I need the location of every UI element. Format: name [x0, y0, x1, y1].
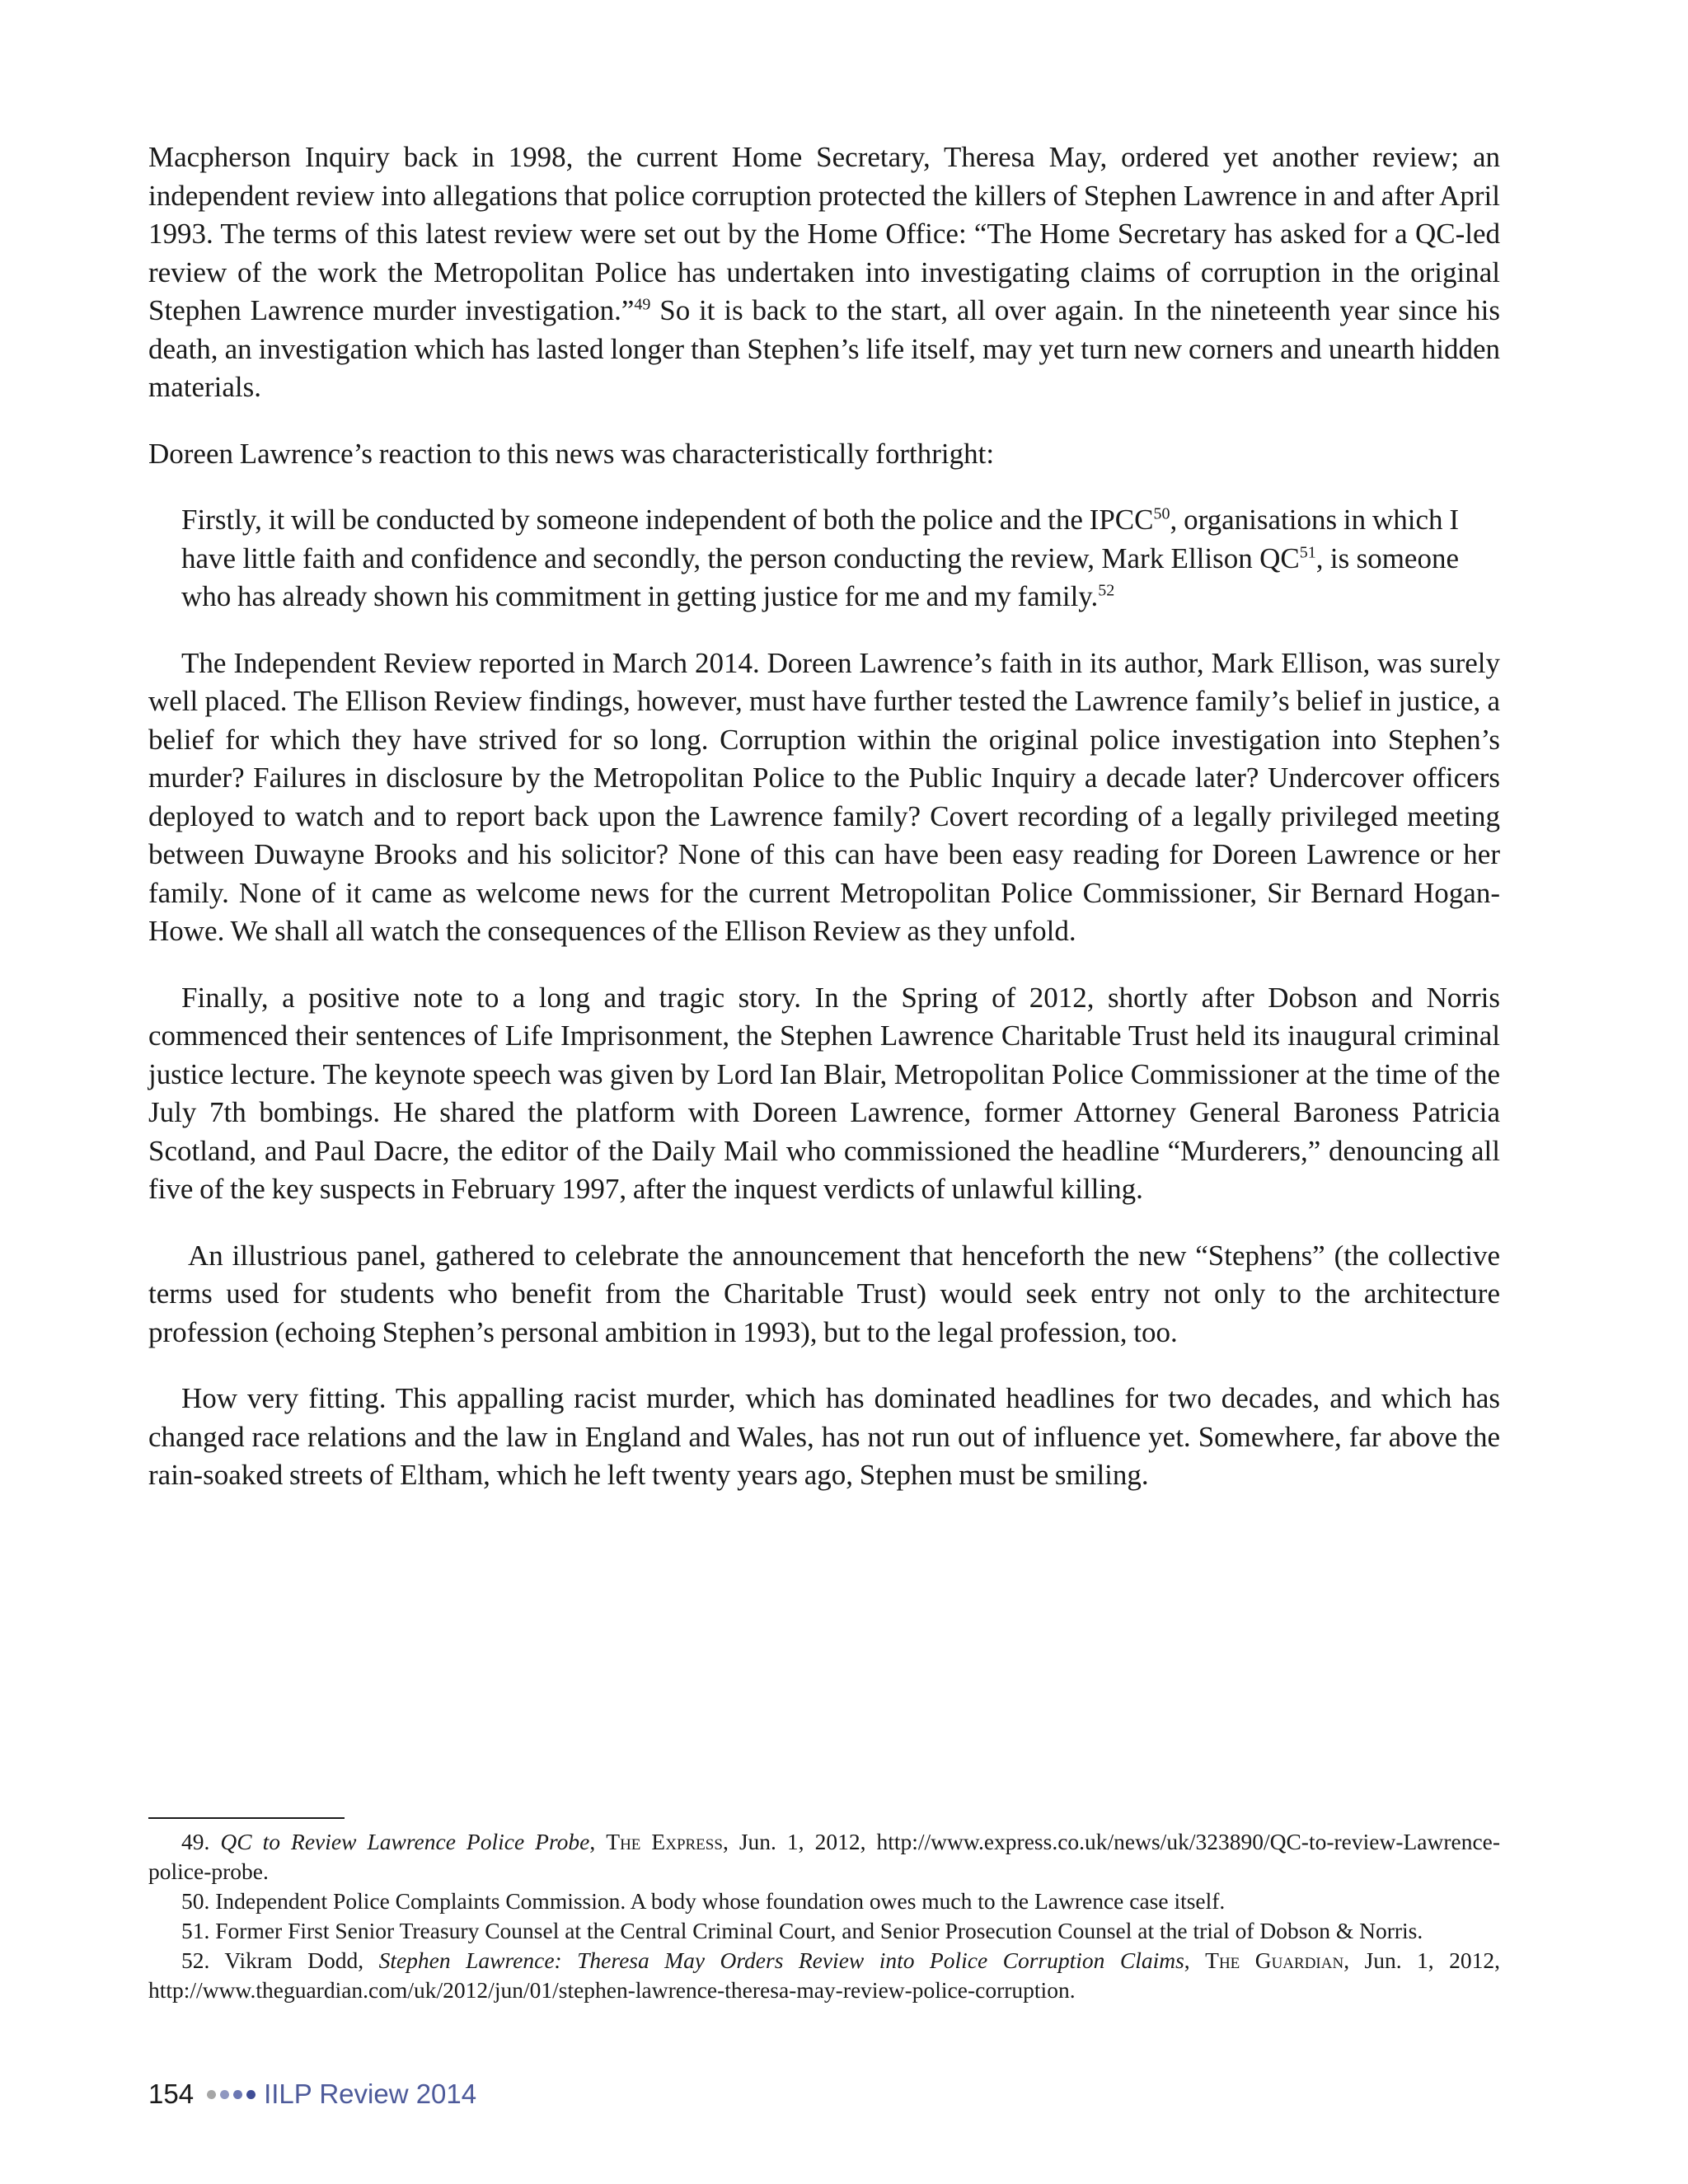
footnote-ref-49[interactable]: 49	[634, 295, 651, 314]
paragraph-5: An illustrious panel, gathered to celebrate the announcement that henceforth the new “Stephens” (the collective terms used for students who benefit from the Charitable Trust) would seek entry not only to the architecture profession (echoing Stephen’s personal ambition in 1993), but to the legal profession, too.	[148, 1239, 1500, 1348]
footnote-49-number: 49.	[181, 1829, 210, 1854]
paragraph-2: Doreen Lawrence’s reaction to this news was characteristically forthright:	[148, 437, 995, 470]
page-footer	[148, 2079, 476, 2110]
page-body	[148, 138, 1500, 1523]
quote-part-b: , organisations in which I have little faith and confidence and secondly, the person conducting the review, Mark Ellison QC	[181, 504, 1459, 574]
dot-icon-2	[220, 2090, 229, 2099]
footnote-52: 52. Vikram Dodd, Stephen Lawrence: Theresa May Orders Review into Police Corruption Claims, The Guardian, Jun. 1, 2012, http://www.theguardian.com/uk/2012/jun/01/stephen-lawrence-theresa-may-review-police-corruption.	[148, 1947, 1501, 2003]
footnote-ref-52[interactable]: 52	[1098, 581, 1115, 600]
footnote-51: 51. Former First Senior Treasury Counsel at the Central Criminal Court, and Senior Prosecution Counsel at the trial of Dobson & Norris.	[181, 1918, 1423, 1943]
footnote-49-link[interactable]: , Jun. 1, 2012, http://www.express.co.uk/news/uk/323890/QC-to-review-Lawrence-police-probe.	[148, 1829, 1501, 1884]
quote-part-a: Firstly, it will be conducted by someone independent of both the police and the IPCC	[181, 504, 1154, 536]
footnote-50: 50. Independent Police Complaints Commission. A body whose foundation owes much to the Lawrence case itself.	[181, 1888, 1226, 1914]
footnote-ref-50[interactable]: 50	[1153, 504, 1170, 523]
page-number: 154	[148, 2079, 195, 2109]
decorative-dots-icon	[207, 2090, 256, 2099]
journal-name: IILP Review 2014	[264, 2079, 477, 2109]
paragraph-1-tail: So it is back to the start, all over again. In the nineteenth year since his death, an investigation which has lasted longer than Stephen’s life itself, may yet turn new corners and unearth hidden materials.	[148, 294, 1500, 403]
footnote-52-publication: The Guardian	[1205, 1947, 1344, 1973]
paragraph-1	[148, 138, 1500, 407]
footnote-52-author: 52. Vikram Dodd,	[181, 1947, 379, 1973]
footnote-ref-51[interactable]: 51	[1299, 542, 1316, 561]
dot-icon-3	[233, 2090, 242, 2099]
quote-part-c: , is someone who has already shown his commitment in getting justice for me and my family.	[181, 541, 1459, 612]
footnote-49-title: QC to Review Lawrence Police Probe	[220, 1829, 590, 1854]
paragraph-3: The Independent Review reported in March 2014. Doreen Lawrence’s faith in its author, Mark Ellison, was surely well placed. The Ellison Review findings, however, must have further tested the Lawrence family’s belief in justice, a belief for which they have strived for so long. Corruption within the original police investigation into Stephen’s murder? Failures in disclosure by the Metropolitan Police to the Public Inquiry a decade later? Undercover officers deployed to watch and to report back upon the Lawrence family? Covert recording of a legally privileged meeting between Duwayne Brooks and his solicitor? None of this can have been easy reading for Doreen Lawrence or her family. None of it came as welcome news for the current Metropolitan Police Commissioner, Sir Bernard Hogan-Howe. We shall all watch the consequences of the Ellison Review as they unfold.	[148, 646, 1500, 947]
dot-icon-4	[246, 2090, 256, 2099]
footnote-divider	[148, 1817, 345, 1819]
paragraph-6: How very fitting. This appalling racist murder, which has dominated headlines for two decades, and which has changed race relations and the law in England and Wales, has not run out of influence yet. Somewhere, far above the rain-soaked streets of Eltham, which he left twenty years ago, Stephen must be smiling.	[148, 1382, 1500, 1491]
footnote-49: 49. QC to Review Lawrence Police Probe, The Express, Jun. 1, 2012, http://www.express.co.uk/news/uk/323890/QC-to-review-Lawrence-police-probe.	[148, 1829, 1501, 1884]
dot-icon-1	[207, 2090, 216, 2099]
footnotes	[148, 1817, 1500, 2005]
footnote-52-link[interactable]: , Jun. 1, 2012, http://www.theguardian.com/uk/2012/jun/01/stephen-lawrence-theresa-may-review-police-corruption.	[148, 1947, 1501, 2003]
footnote-52-title: Stephen Lawrence: Theresa May Orders Review into Police Corruption Claims	[378, 1947, 1184, 1973]
paragraph-1-text: Macpherson Inquiry back in 1998, the current Home Secretary, Theresa May, ordered yet another review; an independent review into allegations that police corruption protected the killers of Stephen Lawrence in and after April 1993. The terms of this latest review were set out by the Home Office: “The Home Secretary has asked for a QC-led review of the work the Metropolitan Police has undertaken into investigating claims of corruption in the original Stephen Lawrence murder investigation.”	[148, 141, 1500, 326]
paragraph-4: Finally, a positive note to a long and tragic story. In the Spring of 2012, shortly after Dobson and Norris commenced their sentences of Life Imprisonment, the Stephen Lawrence Charitable Trust held its inaugural criminal justice lecture. The keynote speech was given by Lord Ian Blair, Metropolitan Police Commissioner at the time of the July 7th bombings. He shared the platform with Doreen Lawrence, former Attorney General Baroness Patricia Scotland, and Paul Dacre, the editor of the Daily Mail who commissioned the headline “Murderers,” denouncing all five of the key suspects in February 1997, after the inquest verdicts of unlawful killing.	[148, 981, 1500, 1205]
footnote-49-publication: The Express	[606, 1829, 723, 1854]
block-quote	[181, 501, 1459, 616]
quote-text	[181, 501, 1459, 616]
